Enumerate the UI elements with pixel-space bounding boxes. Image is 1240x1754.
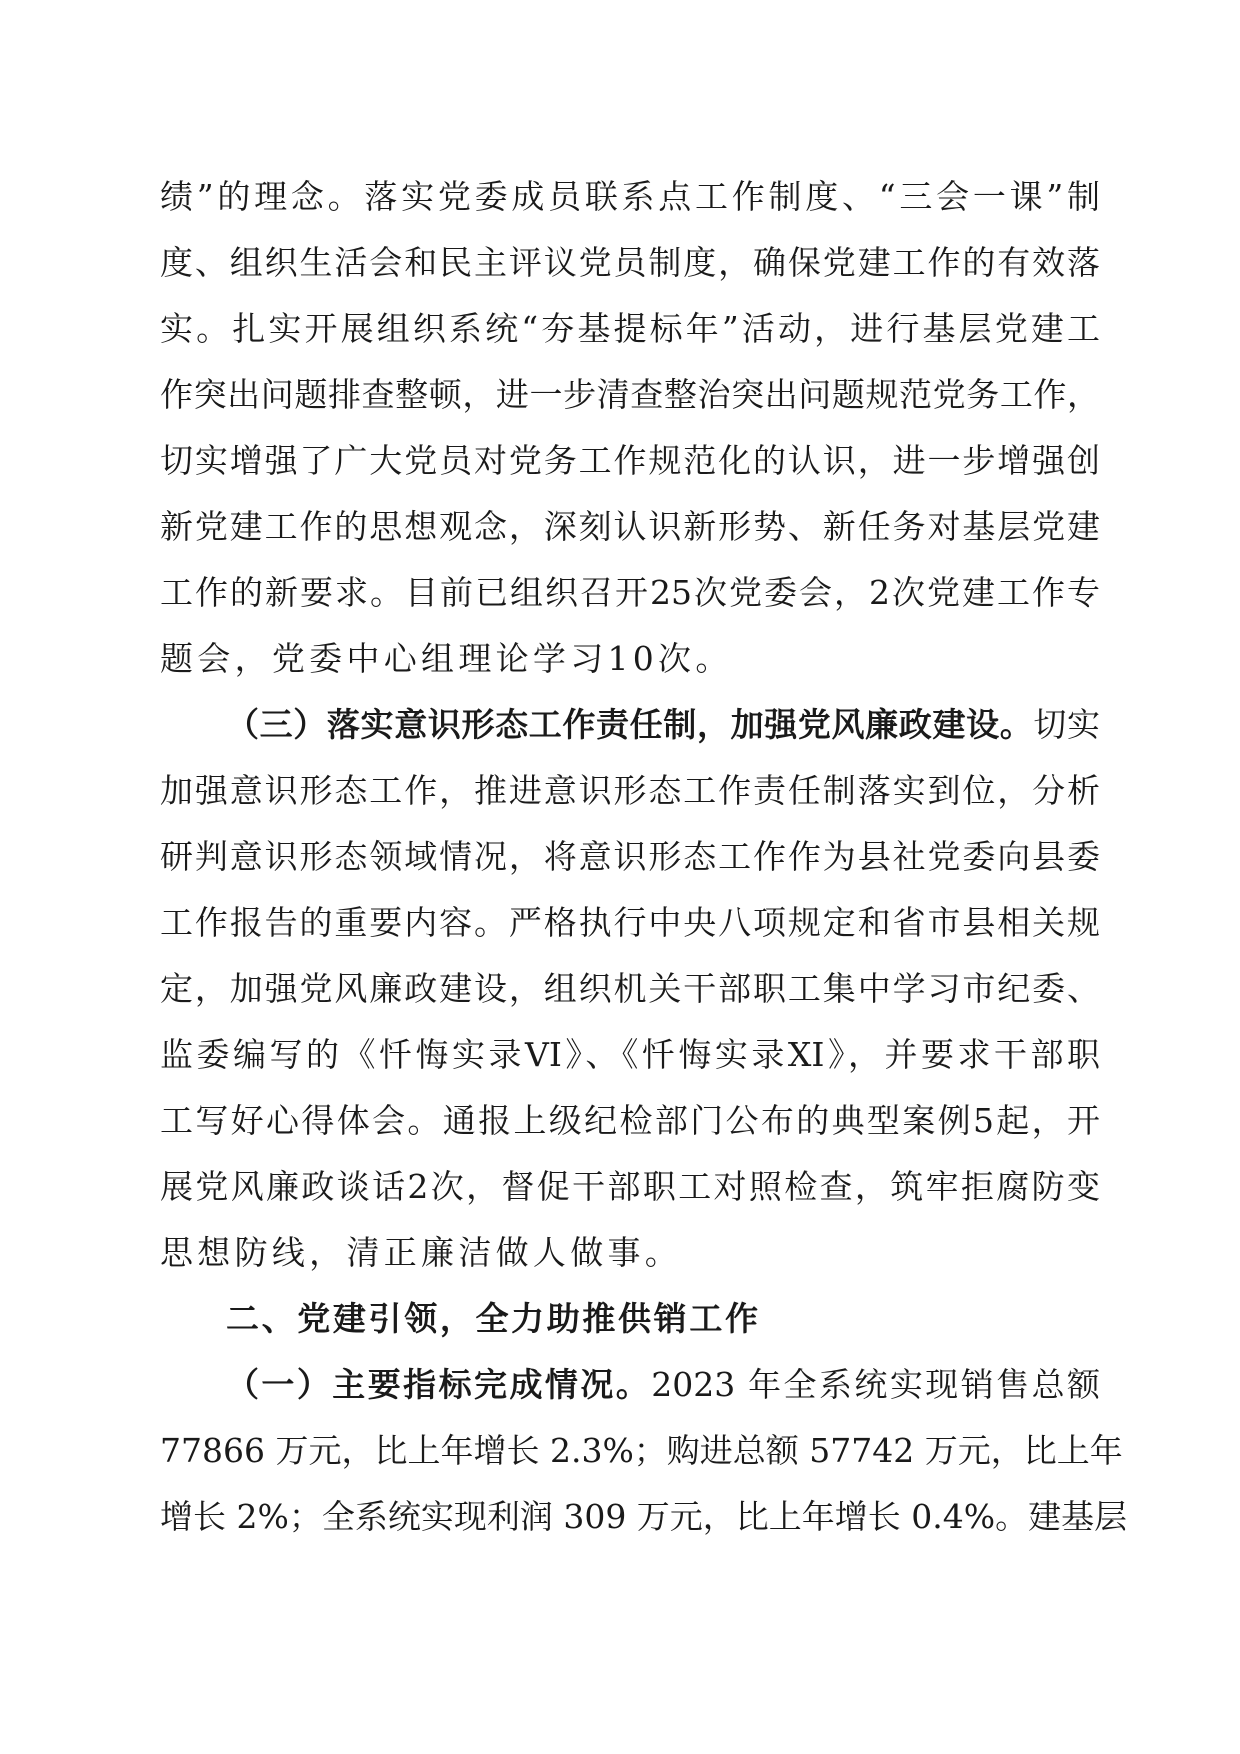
- paragraph-line: 工写好心得体会。通报上级纪检部门公布的典型案例5起，开: [160, 1101, 1100, 1140]
- section3-heading: （三）落实意识形态工作责任制，加强党风廉政建设。: [226, 705, 1034, 744]
- paragraph-line: 工作的新要求。目前已组织召开25次党委会，2次党建工作专: [160, 573, 1100, 612]
- paragraph-line: 题会，党委中心组理论学习10次。: [160, 639, 733, 678]
- paragraph-line: 作突出问题排查整顿，进一步清查整治突出问题规范党务工作，: [160, 375, 1100, 414]
- paragraph-line: 工作报告的重要内容。严格执行中央八项规定和省市县相关规: [160, 903, 1100, 942]
- part2-sub1-heading: （一）主要指标完成情况。: [226, 1365, 652, 1404]
- paragraph-line: 新党建工作的思想观念，深刻认识新形势、新任务对基层党建: [160, 507, 1100, 546]
- paragraph-line: 77866 万元，比上年增长 2.3%；购进总额 57742 万元，比上年: [160, 1431, 1123, 1470]
- paragraph-line: 监委编写的《忏悔实录VI》、《忏悔实录XI》，并要求干部职: [160, 1035, 1100, 1074]
- paragraph-line: 绩”的理念。落实党委成员联系点工作制度、“三会一课”制: [160, 177, 1100, 216]
- paragraph-line: 实。扎实开展组织系统“夯基提标年”活动，进行基层党建工: [160, 309, 1100, 348]
- paragraph-line: 定，加强党风廉政建设，组织机关干部职工集中学习市纪委、: [160, 969, 1100, 1008]
- paragraph-line: 增长 2%；全系统实现利润 309 万元，比上年增长 0.4%。建基层: [160, 1497, 1128, 1536]
- part2-sub1-first-line: [226, 1363, 1100, 1407]
- paragraph-line: 研判意识形态领域情况，将意识形态工作作为县社党委向县委: [160, 837, 1100, 876]
- part2-sub1-first-line-rest: 2023 年全系统实现销售总额: [651, 1365, 1101, 1404]
- paragraph-line: 思想防线，清正廉洁做人做事。: [160, 1233, 683, 1272]
- paragraph-line: 展党风廉政谈话2次，督促干部职工对照检查，筑牢拒腐防变: [160, 1167, 1100, 1206]
- part2-heading: 二、党建引领，全力助推供销工作: [226, 1299, 761, 1338]
- section3-first-line: [226, 703, 1100, 747]
- paragraph-line: 度、组织生活会和民主评议党员制度，确保党建工作的有效落: [160, 243, 1100, 282]
- paragraph-line: 切实增强了广大党员对党务工作规范化的认识，进一步增强创: [160, 441, 1100, 480]
- section3-first-line-rest: 切实: [1033, 705, 1101, 744]
- paragraph-line: 加强意识形态工作，推进意识形态工作责任制落实到位，分析: [160, 771, 1100, 810]
